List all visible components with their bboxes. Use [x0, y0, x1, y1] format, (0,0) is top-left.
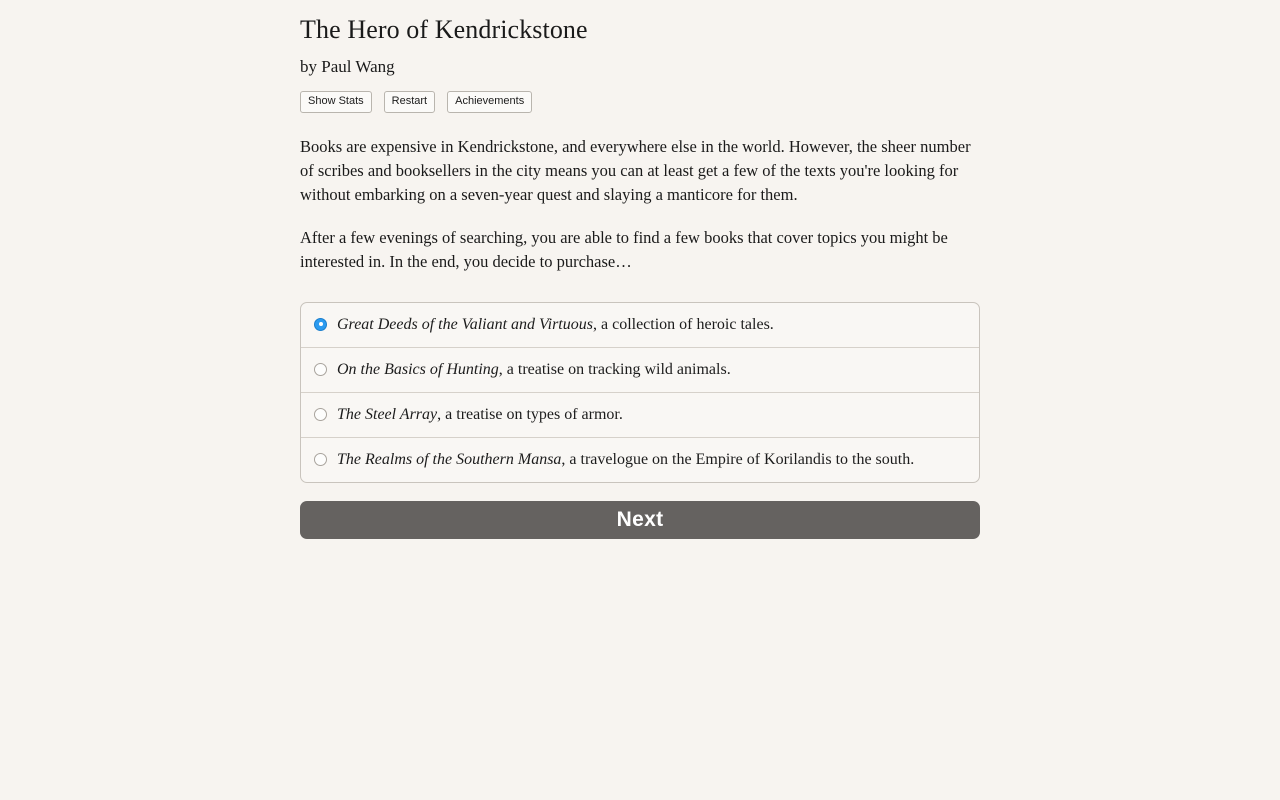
show-stats-button[interactable]: Show Stats: [300, 91, 372, 113]
choice-rest: , a treatise on types of armor.: [437, 405, 623, 423]
story-paragraph-2: After a few evenings of searching, you are able to find a few books that cover topics you might be interested in. In the end, you decide to purchase…: [300, 227, 948, 271]
choice-rest: , a travelogue on the Empire of Korilandis to the south.: [561, 450, 915, 468]
radio-icon[interactable]: [314, 408, 327, 421]
achievements-button[interactable]: Achievements: [447, 91, 532, 113]
choice-option-1[interactable]: [301, 303, 979, 348]
choice-list: [300, 302, 980, 483]
choice-label: [337, 450, 965, 470]
story-paragraph-1: Books are expensive in Kendrickstone, and everywhere else in the world. However, the sheer number of scribes and booksellers in the city means you can at least get a few of the texts you're looking for without embarking on a seven-year quest and slaying a manticore for them.: [300, 136, 971, 204]
game-title: The Hero of Kendrickstone: [300, 15, 588, 44]
story-column: [300, 0, 980, 539]
choice-title: The Steel Array: [337, 405, 438, 423]
choice-label: [337, 405, 965, 425]
radio-icon[interactable]: [314, 318, 327, 331]
choice-label: [337, 360, 965, 380]
radio-icon[interactable]: [314, 453, 327, 466]
next-button[interactable]: Next: [300, 501, 980, 539]
radio-icon[interactable]: [314, 363, 327, 376]
author-byline: by Paul Wang: [300, 56, 395, 76]
choice-label: [337, 315, 965, 335]
choice-title: Great Deeds of the Valiant and Virtuous: [337, 315, 593, 333]
choice-title: The Realms of the Southern Mansa: [337, 450, 562, 468]
choice-option-3[interactable]: [301, 393, 979, 438]
choice-title: On the Basics of Hunting: [337, 360, 499, 378]
choice-rest: , a treatise on tracking wild animals.: [498, 360, 731, 378]
toolbar: [300, 91, 980, 113]
choice-option-2[interactable]: [301, 348, 979, 393]
restart-button[interactable]: Restart: [384, 91, 435, 113]
choice-rest: , a collection of heroic tales.: [592, 315, 774, 333]
choice-option-4[interactable]: [301, 438, 979, 482]
